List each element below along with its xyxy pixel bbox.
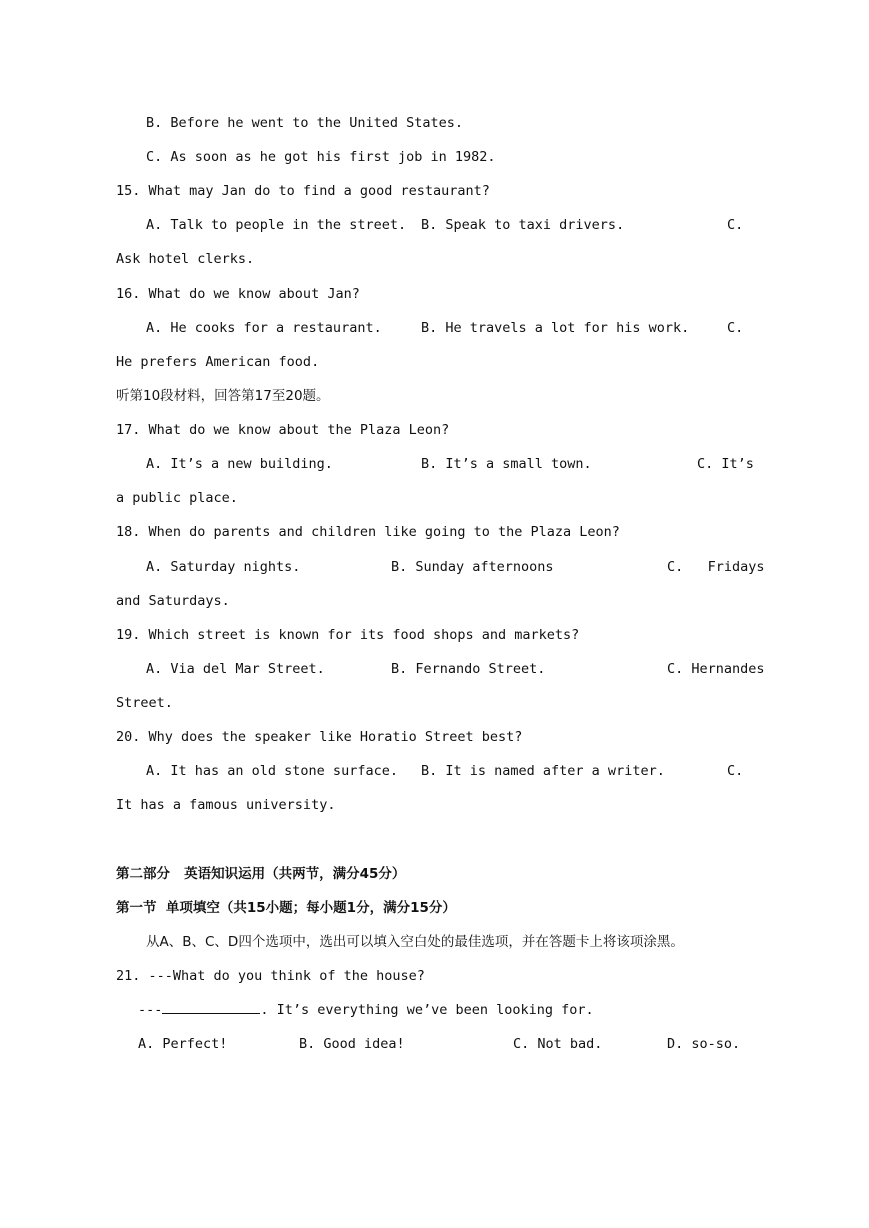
q21-option-b: B. Good idea!	[299, 1036, 405, 1052]
q19-option-c-head: C. Hernandes	[667, 661, 765, 677]
q21-answer-suffix: . It’s everything we’ve been looking for.	[260, 1002, 594, 1018]
q16-option-a: A. He cooks for a restaurant.	[146, 320, 382, 336]
section-10-instruction: 听第10段材料，回答第17至20题。	[116, 388, 330, 404]
q18-stem: 18. When do parents and children like going to the Plaza Leon?	[116, 524, 620, 540]
q17-option-c-head: C. It’s	[697, 456, 754, 472]
q16-option-c-tail: He prefers American food.	[116, 354, 320, 370]
q15-option-a: A. Talk to people in the street.	[146, 217, 407, 233]
q17-option-a: A. It’s a new building.	[146, 456, 333, 472]
q16-stem: 16. What do we know about Jan?	[116, 286, 360, 302]
q21-answer-prefix: ---	[138, 1002, 163, 1018]
part-2-title: 第二部分 英语知识运用（共两节，满分45分）	[116, 866, 406, 882]
section-1-title: 第一节 单项填空（共15小题；每小题1分，满分15分）	[116, 900, 456, 916]
q15-option-b: B. Speak to taxi drivers.	[421, 217, 625, 233]
section-1-instructions: 从A、B、C、D四个选项中，选出可以填入空白处的最佳选项，并在答题卡上将该项涂黑。	[146, 934, 684, 950]
q21-stem: 21. ---What do you think of the house?	[116, 968, 425, 984]
q19-option-b: B. Fernando Street.	[391, 661, 546, 677]
q18-option-c-head: C. Fridays	[667, 559, 765, 575]
q20-option-c-tail: It has a famous university.	[116, 797, 336, 813]
q18-option-a: A. Saturday nights.	[146, 559, 301, 575]
q21-option-d: D. so-so.	[667, 1036, 741, 1052]
q18-option-c-tail: and Saturdays.	[116, 593, 230, 609]
q15-stem: 15. What may Jan do to find a good restaurant?	[116, 183, 490, 199]
q20-option-c-head: C.	[727, 763, 744, 779]
q21-answer-line	[138, 1001, 594, 1019]
q20-option-a: A. It has an old stone surface.	[146, 763, 398, 779]
q20-stem: 20. Why does the speaker like Horatio Street best?	[116, 729, 523, 745]
q17-option-b: B. It’s a small town.	[421, 456, 592, 472]
q20-option-b: B. It is named after a writer.	[421, 763, 665, 779]
q19-option-a: A. Via del Mar Street.	[146, 661, 325, 677]
q21-option-a: A. Perfect!	[138, 1036, 228, 1052]
q19-stem: 19. Which street is known for its food shops and markets?	[116, 627, 580, 643]
q17-stem: 17. What do we know about the Plaza Leon?	[116, 422, 450, 438]
q15-option-c-head: C.	[727, 217, 744, 233]
q21-option-c: C. Not bad.	[513, 1036, 603, 1052]
q15-option-c-tail: Ask hotel clerks.	[116, 251, 255, 267]
q16-option-c-head: C.	[727, 320, 744, 336]
q14-option-c: C. As soon as he got his first job in 1982.	[146, 149, 496, 165]
q17-option-c-tail: a public place.	[116, 490, 238, 506]
q16-option-b: B. He travels a lot for his work.	[421, 320, 690, 336]
q14-option-b: B. Before he went to the United States.	[146, 115, 463, 131]
q21-answer-blank[interactable]	[162, 1001, 260, 1014]
q19-option-c-tail: Street.	[116, 695, 173, 711]
q18-option-b: B. Sunday afternoons	[391, 559, 554, 575]
